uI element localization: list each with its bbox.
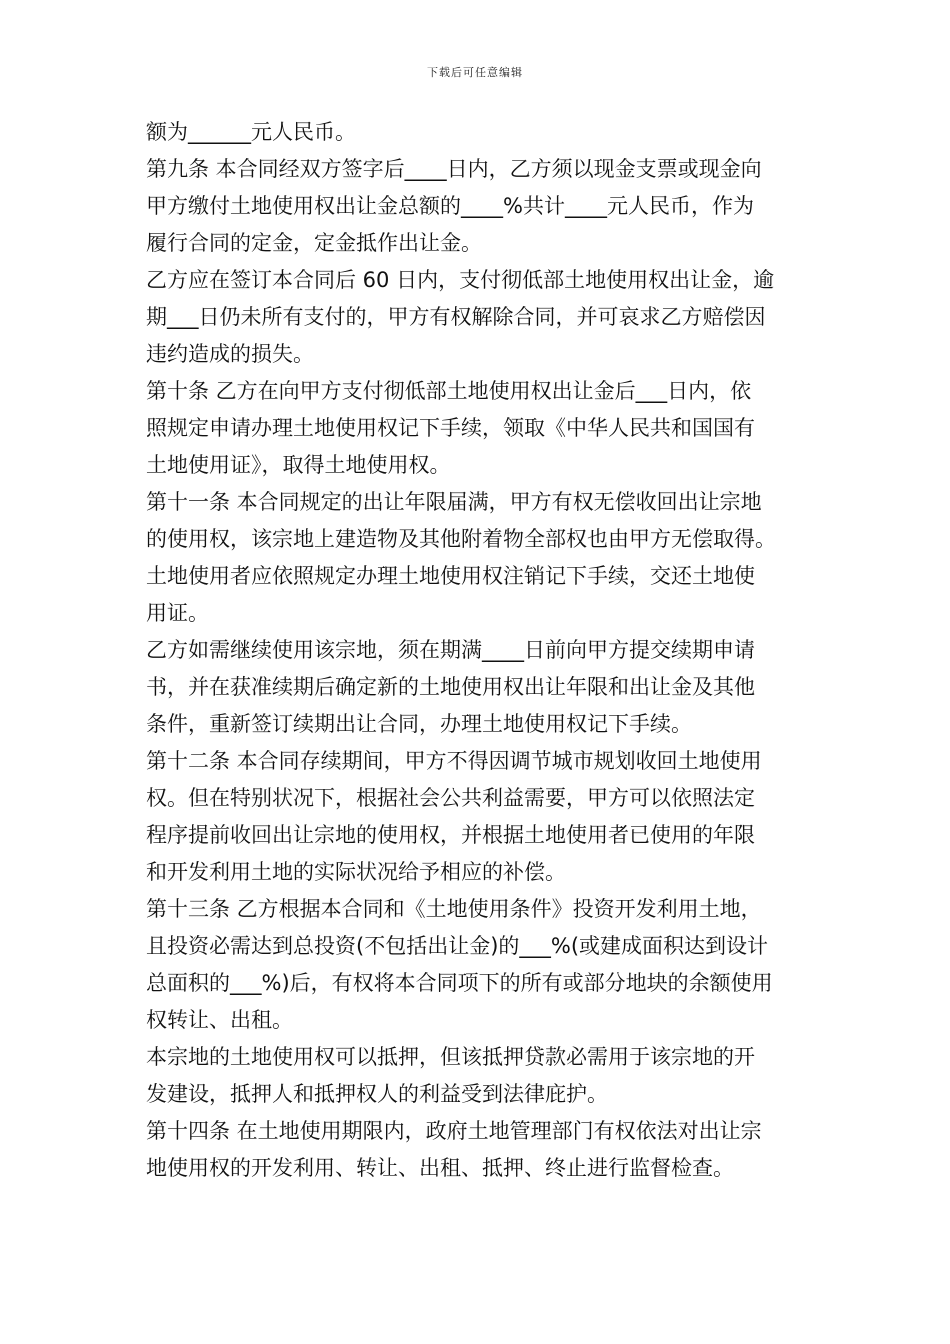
- text-line: 地使用权的开发利用、转让、出租、抵押、终止进行监督检查。: [146, 1156, 734, 1180]
- text-line: 且投资必需达到总投资(不包括出让金)的___%(或建成面积达到设计: [146, 934, 769, 958]
- text-line: 乙方应在签订本合同后 60 日内，支付彻低部土地使用权出让金，逾: [146, 268, 775, 292]
- text-line: 第十三条 乙方根据本合同和《土地使用条件》投资开发利用土地，: [146, 897, 762, 921]
- text-line: 额为______元人民币。: [146, 120, 356, 144]
- text-line: 条件，重新签订续期出让合同，办理土地使用权记下手续。: [146, 712, 692, 736]
- text-line: 总面积的___%)后，有权将本合同项下的所有或部分地块的余额使用: [146, 971, 773, 995]
- text-line: 第九条 本合同经双方签字后____日内，乙方须以现金支票或现金向: [146, 157, 762, 181]
- page-header: 下载后可任意编辑: [427, 66, 523, 79]
- text-line: 和开发利用土地的实际状况给予相应的补偿。: [146, 860, 566, 884]
- text-line: 期___日仍未所有支付的，甲方有权解除合同，并可哀求乙方赔偿因: [146, 305, 766, 329]
- text-line: 权。但在特别状况下，根据社会公共利益需要，甲方可以依照法定: [146, 786, 755, 810]
- text-line: 乙方如需继续使用该宗地，须在期满____日前向甲方提交续期申请: [146, 638, 755, 662]
- text-line: 权转让、出租。: [146, 1008, 293, 1032]
- text-line: 发建设，抵押人和抵押权人的利益受到法律庇护。: [146, 1082, 608, 1106]
- text-line: 甲方缴付土地使用权出让金总额的____%共计____元人民币，作为: [146, 194, 754, 218]
- document-body: [146, 114, 816, 1187]
- text-line: 书，并在获准续期后确定新的土地使用权出让年限和出让金及其他: [146, 675, 755, 699]
- text-line: 违约造成的损失。: [146, 342, 314, 366]
- text-line: 的使用权，该宗地上建造物及其他附着物全部权也由甲方无偿取得。: [146, 527, 776, 551]
- text-line: 第十一条 本合同规定的出让年限届满，甲方有权无偿收回出让宗地: [146, 490, 762, 514]
- text-line: 本宗地的土地使用权可以抵押，但该抵押贷款必需用于该宗地的开: [146, 1045, 755, 1069]
- text-line: 土地使用证》，取得土地使用权。: [146, 453, 451, 477]
- text-line: 第十条 乙方在向甲方支付彻低部土地使用权出让金后___日内，依: [146, 379, 752, 403]
- text-line: 照规定申请办理土地使用权记下手续，领取《中华人民共和国国有: [146, 416, 755, 440]
- text-line: 履行合同的定金，定金抵作出让金。: [146, 231, 482, 255]
- text-line: 土地使用者应依照规定办理土地使用权注销记下手续，交还土地使: [146, 564, 755, 588]
- text-line: 第十四条 在土地使用期限内，政府土地管理部门有权依法对出让宗: [146, 1119, 762, 1143]
- text-line: 第十二条 本合同存续期间，甲方不得因调节城市规划收回土地使用: [146, 749, 762, 773]
- text-line: 用证。: [146, 601, 209, 625]
- text-line: 程序提前收回出让宗地的使用权，并根据土地使用者已使用的年限: [146, 823, 755, 847]
